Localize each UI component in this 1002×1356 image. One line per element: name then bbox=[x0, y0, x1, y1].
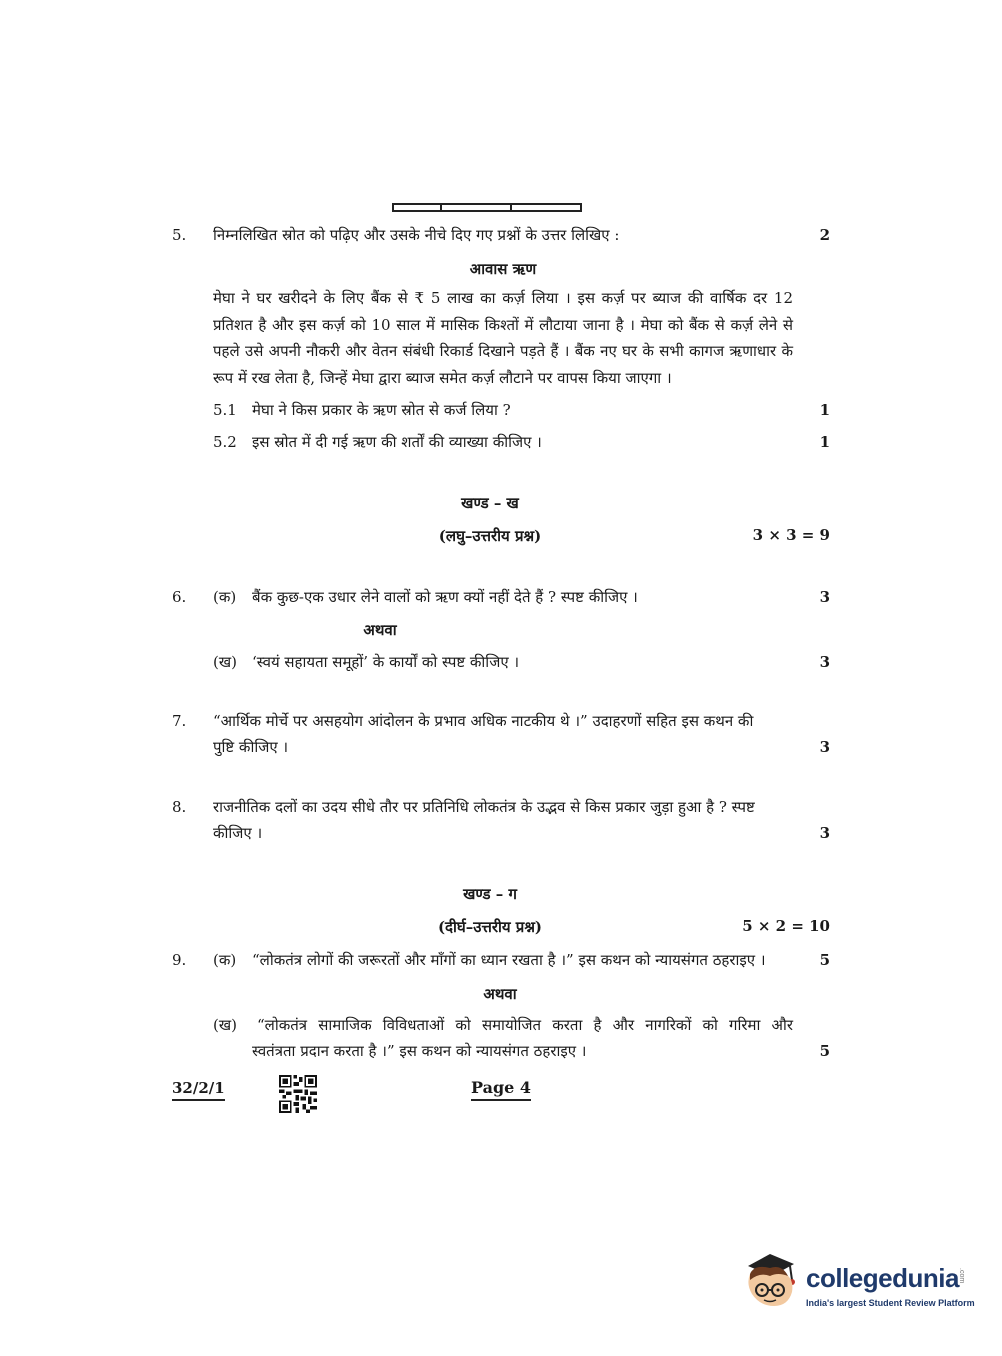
question-9a-marks: 5 bbox=[819, 951, 830, 969]
section-b-title: खण्ड – ख bbox=[461, 494, 519, 512]
question-9a-text: “लोकतंत्र लोगों की जरूरतों और माँगों का ध्यान रखता है ।” इस कथन को न्यायसंगत ठहराइए । bbox=[252, 951, 766, 969]
question-7-marks: 3 bbox=[819, 738, 830, 756]
question-8-line-1: राजनीतिक दलों का उदय सीधे तौर पर प्रतिनिधि लोकतंत्र के उद्भव से किस प्रकार जुड़ा हुआ है ? स्पष्ट bbox=[213, 798, 755, 816]
collegedunia-tagline: India's largest Student Review Platform bbox=[806, 1298, 975, 1308]
subquestion-5-1-text: मेघा ने किस प्रकार के ऋण स्रोत से कर्ज लिया ? bbox=[252, 401, 511, 419]
question-9b-marks: 5 bbox=[819, 1042, 830, 1060]
question-6a-label: (क) bbox=[213, 588, 237, 606]
top-separator-bar bbox=[392, 203, 582, 212]
question-6b-text: ‘स्वयं सहायता समूहों’ के कार्यों को स्पष्ट कीजिए । bbox=[252, 653, 520, 671]
subquestion-5-2-marks: 1 bbox=[819, 433, 830, 451]
subquestion-5-1-number: 5.1 bbox=[213, 401, 237, 419]
subquestion-5-2-number: 5.2 bbox=[213, 433, 237, 451]
passage-heading: आवास ऋण bbox=[469, 260, 537, 278]
question-5-number: 5. bbox=[172, 226, 187, 244]
question-8-number: 8. bbox=[172, 798, 187, 816]
question-6a-marks: 3 bbox=[819, 588, 830, 606]
question-5-text: निम्नलिखित स्रोत को पढ़िए और उसके नीचे दिए गए प्रश्नों के उत्तर लिखिए : bbox=[213, 226, 620, 244]
question-9b-label: (ख) bbox=[213, 1016, 237, 1034]
question-5-marks: 2 bbox=[819, 226, 830, 244]
section-b-marks: 3 × 3 = 9 bbox=[752, 526, 830, 544]
question-9b-line-1: “लोकतंत्र सामाजिक विविधताओं को समायोजित करता है और नागरिकों को गरिमा और bbox=[257, 1016, 793, 1034]
question-6-number: 6. bbox=[172, 588, 187, 606]
question-8-line-2: कीजिए । bbox=[213, 824, 263, 842]
question-9b-line-2: स्वतंत्रता प्रदान करता है ।” इस कथन को न्यायसंगत ठहराइए । bbox=[252, 1042, 587, 1060]
question-7-number: 7. bbox=[172, 712, 187, 730]
question-9-or: अथवा bbox=[483, 985, 517, 1003]
collegedunia-logo-text: collegedunia bbox=[806, 1263, 959, 1293]
collegedunia-mascot-icon bbox=[742, 1250, 806, 1320]
page-number: Page 4 bbox=[471, 1078, 531, 1101]
question-7-line-1: “आर्थिक मोर्चे पर असहयोग आंदोलन के प्रभाव अधिक नाटकीय थे ।” उदाहरणों सहित इस कथन की bbox=[213, 712, 754, 730]
collegedunia-logo-suffix: .com bbox=[958, 1268, 965, 1284]
question-8-marks: 3 bbox=[819, 824, 830, 842]
subquestion-5-2-text: इस स्रोत में दी गई ऋण की शर्तों की व्याख्या कीजिए । bbox=[252, 433, 542, 451]
qr-code-icon bbox=[279, 1075, 317, 1113]
section-b-subtitle: (लघु–उत्तरीय प्रश्न) bbox=[438, 527, 542, 545]
question-6b-marks: 3 bbox=[819, 653, 830, 671]
question-6-or: अथवा bbox=[363, 621, 397, 639]
question-7-line-2: पुष्टि कीजिए । bbox=[213, 738, 289, 756]
question-6a-text: बैंक कुछ-एक उधार लेने वालों को ऋण क्यों नहीं देते हैं ? स्पष्ट कीजिए । bbox=[252, 588, 638, 606]
question-9-number: 9. bbox=[172, 951, 187, 969]
subquestion-5-1-marks: 1 bbox=[819, 401, 830, 419]
question-9a-label: (क) bbox=[213, 951, 237, 969]
section-c-title: खण्ड – ग bbox=[463, 885, 517, 903]
paper-code: 32/2/1 bbox=[172, 1079, 225, 1101]
section-c-subtitle: (दीर्घ–उत्तरीय प्रश्न) bbox=[437, 918, 543, 936]
section-c-marks: 5 × 2 = 10 bbox=[742, 917, 830, 935]
question-6b-label: (ख) bbox=[213, 653, 237, 671]
source-passage: मेघा ने घर खरीदने के लिए बैंक से ₹ 5 लाख का कर्ज़ लिया । इस कर्ज़ पर ब्याज की वार्षिक दर 12 प्रतिशत है और इस कर्ज़ को 10 साल में मासिक किश्तों में लौटाया जाना है । मेघा को बैंक से कर्ज़ लेने से पहले उसे अपनी नौकरी और वेतन संबंधी रिकार्ड दिखाने पड़ते हैं । बैंक नए घर के सभी कागज ऋणाधार के रूप में रख लेता है, जिन्हें मेघा द्वारा ब्याज समेत कर्ज़ लौटाने पर वापस किया जाएगा । bbox=[213, 289, 793, 387]
